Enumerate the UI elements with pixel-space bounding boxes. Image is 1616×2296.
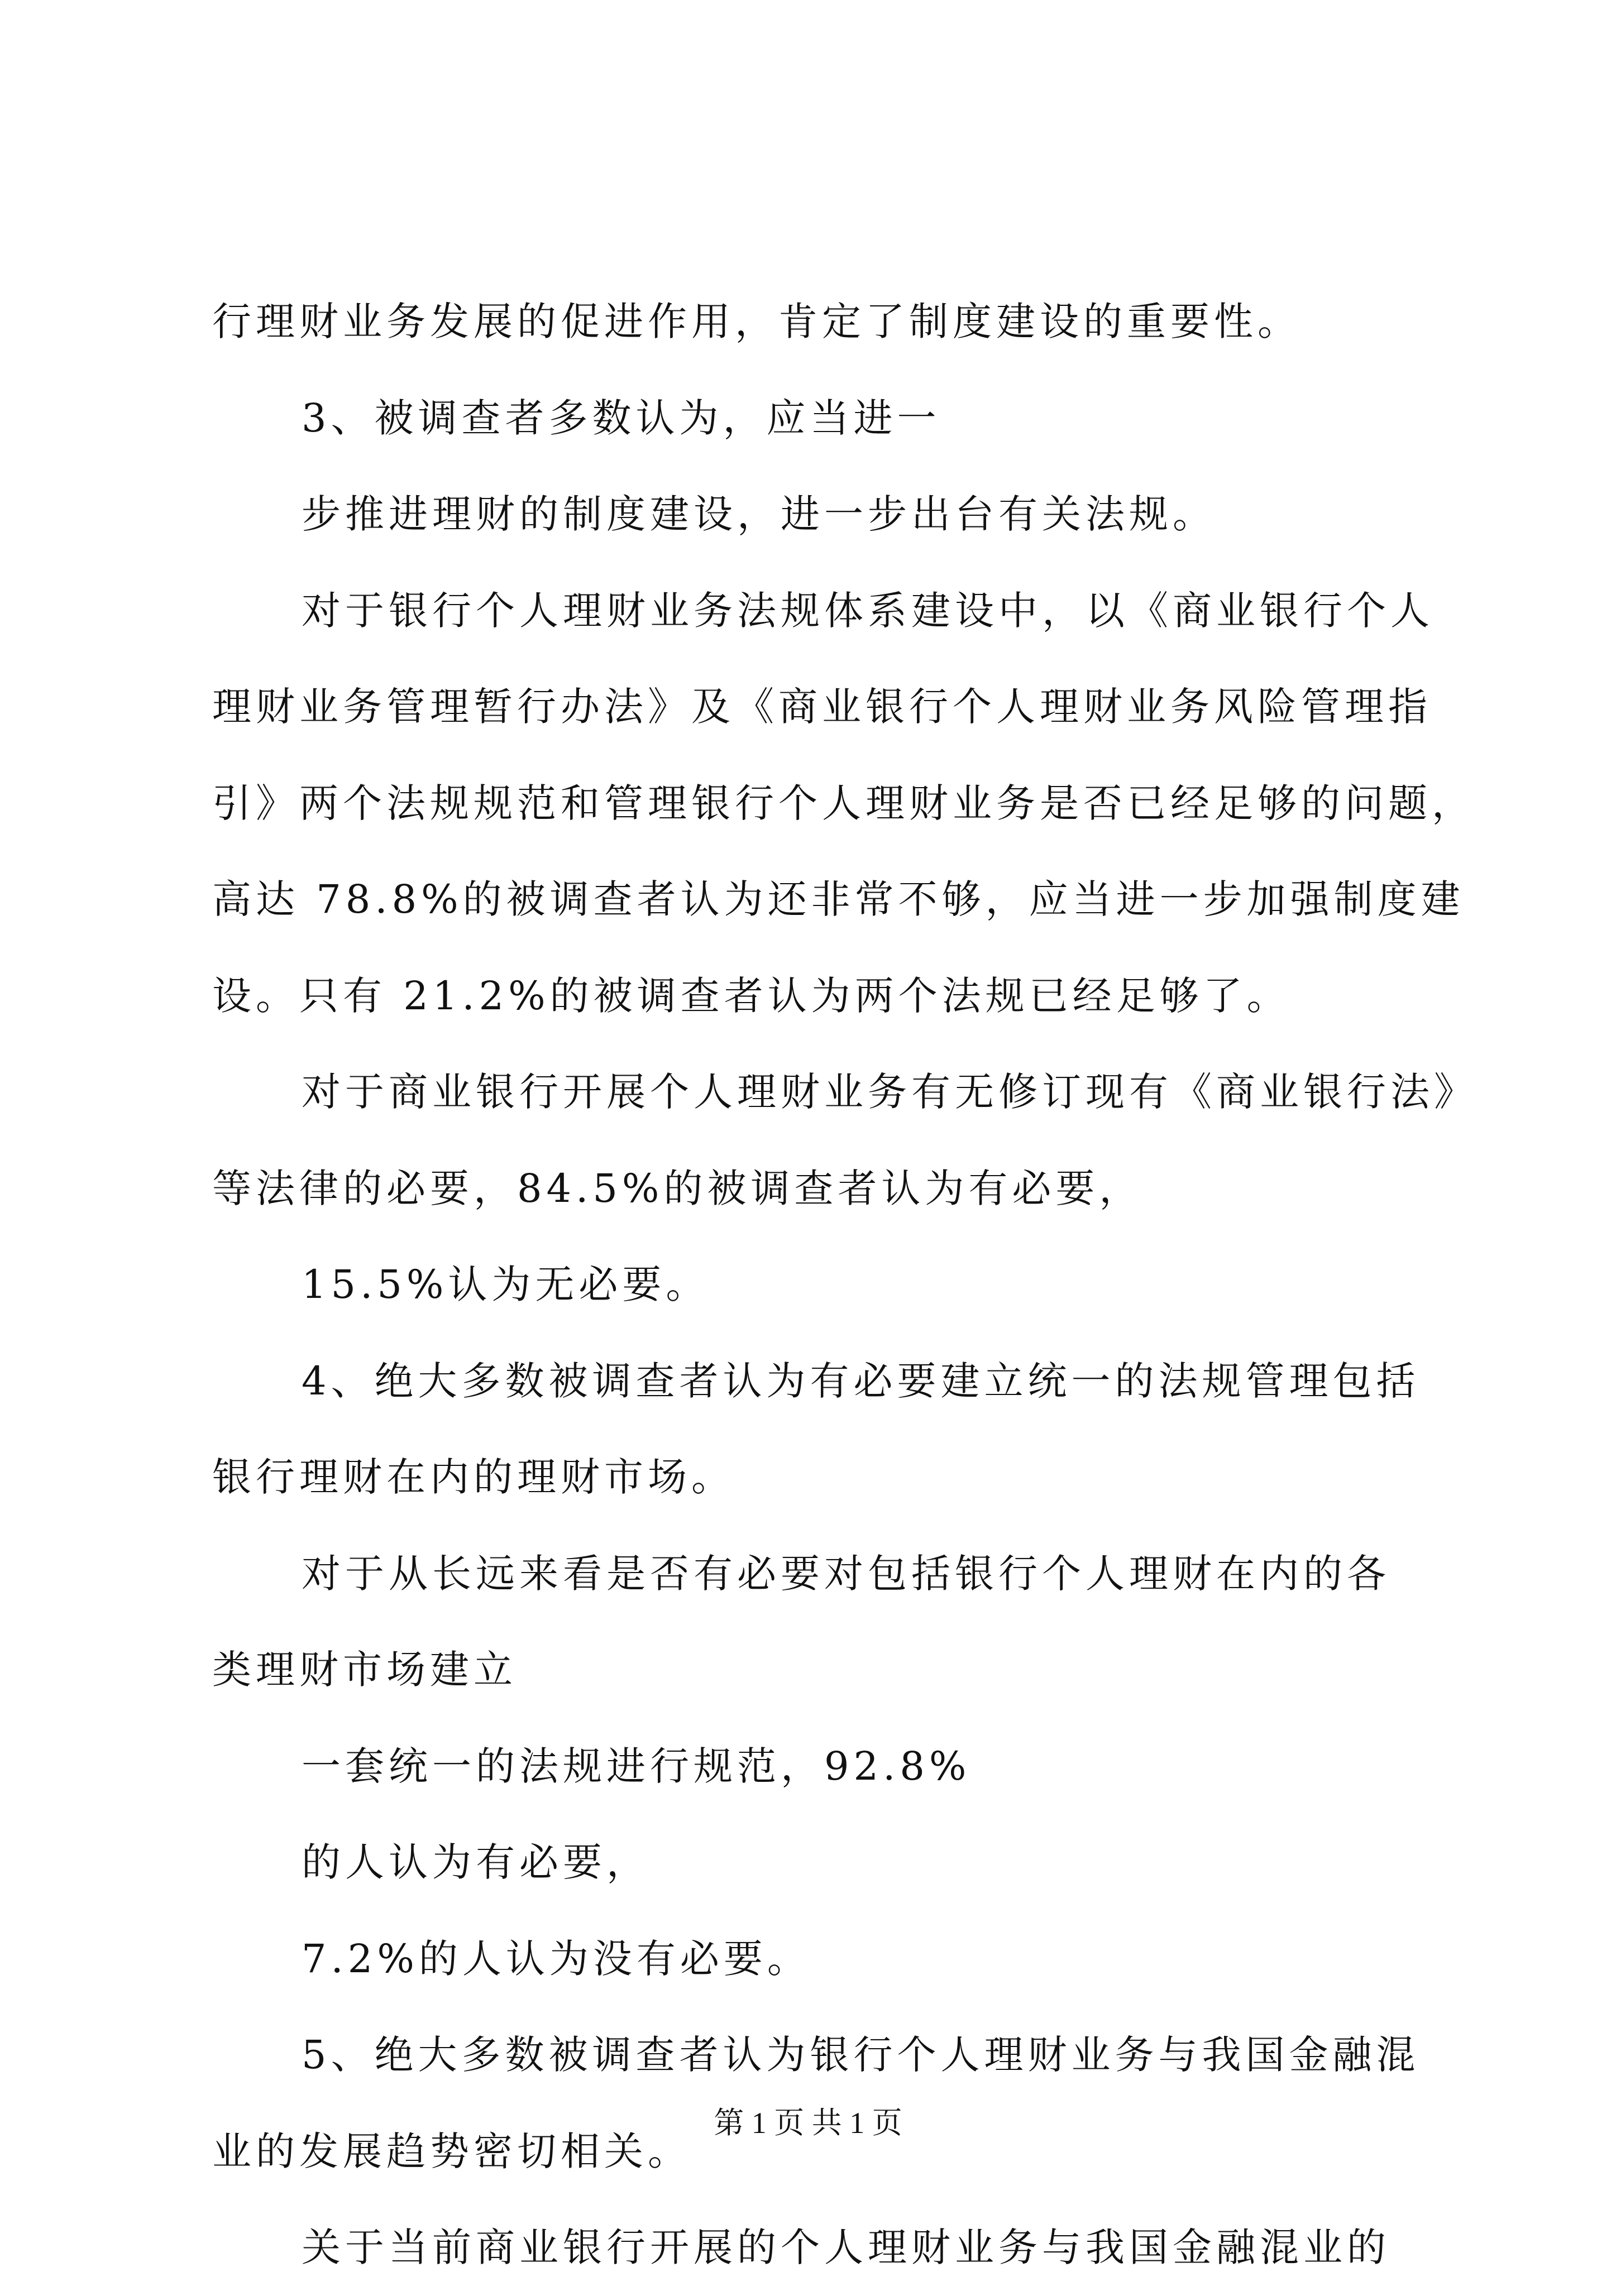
text-line: 的人认为有必要，: [302, 1839, 650, 1885]
text-line: 引》两个法规规范和管理银行个人理财业务是否已经足够的问题，: [212, 780, 1475, 826]
text-line: 关于当前商业银行开展的个人理财业务与我国金融混业的: [302, 2225, 1390, 2270]
text-line: 一套统一的法规进行规范，92.8%: [302, 1743, 971, 1789]
text-line: 15.5%认为无必要。: [302, 1262, 710, 1307]
text-line: 对于银行个人理财业务法规体系建设中，以《商业银行个人: [302, 587, 1434, 634]
text-line: 行理财业务发展的促进作用，肯定了制度建设的重要性。: [212, 299, 1301, 344]
text-line: 高达 78.8%的被调查者认为还非常不够，应当进一步加强制度建: [212, 876, 1465, 922]
page-footer: 第 1 页 共 1 页: [714, 2106, 902, 2140]
text-line: 5、绝大多数被调查者认为银行个人理财业务与我国金融混: [302, 2032, 1420, 2078]
text-line: 对于商业银行开展个人理财业务有无修订现有《商业银行法》: [302, 1069, 1478, 1115]
text-line: 理财业务管理暂行办法》及《商业银行个人理财业务风险管理指: [212, 684, 1432, 730]
text-line: 3、被调查者多数认为，应当进一: [302, 395, 941, 441]
document-body: [212, 274, 1478, 2296]
text-line: 设。只有 21.2%的被调查者认为两个法规已经足够了。: [212, 972, 1290, 1019]
text-line: 银行理财在内的理财市场。: [212, 1454, 735, 1500]
text-line: 4、绝大多数被调查者认为有必要建立统一的法规管理包括: [302, 1358, 1420, 1404]
text-line: 等法律的必要，84.5%的被调查者认为有必要，: [212, 1165, 1143, 1211]
text-line: 7.2%的人认为没有必要。: [302, 1935, 811, 1982]
text-line: 业的发展趋势密切相关。: [212, 2128, 691, 2174]
text-line: 类理财市场建立: [212, 1647, 517, 1693]
text-line: 对于从长远来看是否有必要对包括银行个人理财在内的各: [302, 1550, 1390, 1597]
text-line: 步推进理财的制度建设，进一步出台有关法规。: [302, 491, 1216, 537]
